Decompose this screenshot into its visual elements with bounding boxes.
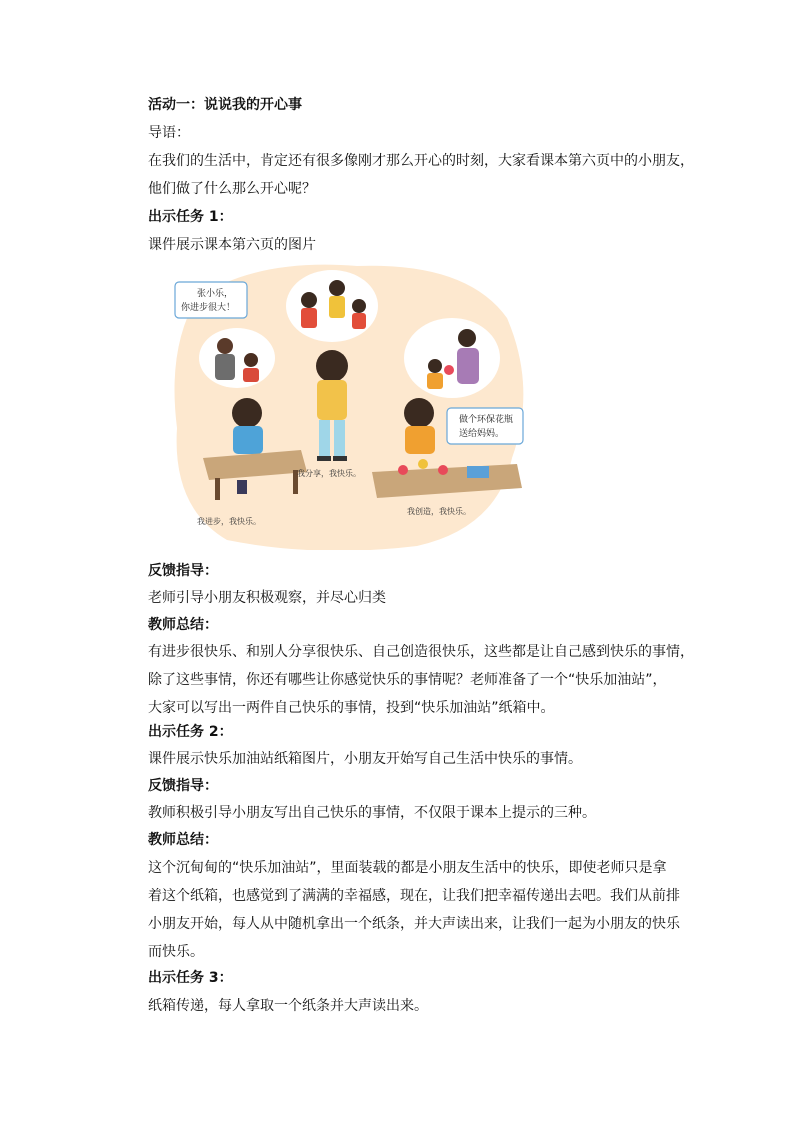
summary2-line2: 着这个纸箱，也感觉到了满满的幸福感，现在，让我们把幸福传递出去吧。我们从前排 xyxy=(148,888,680,904)
feedback2-label: 反馈指导： xyxy=(148,778,218,794)
boy-at-desk-figure xyxy=(232,398,262,428)
summary1-line3: 大家可以写出一两件自己快乐的事情，投到“快乐加油站”纸箱中。 xyxy=(148,700,555,716)
bubble-right-line1: 做个环保花瓶 xyxy=(459,415,514,425)
summary1-line2: 除了这些事情，你还有哪些让你感觉快乐的事情呢？老师准备了一个“快乐加油站”， xyxy=(148,672,667,688)
caption-right: 我创造，我快乐。 xyxy=(407,507,471,516)
textbook-illustration xyxy=(167,258,529,550)
task1-content: 课件展示课本第六页的图片 xyxy=(148,237,316,253)
thought-bubble-teacher xyxy=(199,328,275,388)
task3-content: 纸箱传递，每人拿取一个纸条并大声读出来。 xyxy=(148,998,428,1014)
intro-line-2: 他们做了什么那么开心呢？ xyxy=(148,181,316,197)
task1-label: 出示任务 1： xyxy=(148,209,233,225)
intro-label: 导语： xyxy=(148,125,190,141)
bubble-right-line2: 送给妈妈。 xyxy=(459,429,505,439)
summary1-label: 教师总结： xyxy=(148,617,218,633)
summary2-line4: 而快乐。 xyxy=(148,944,204,960)
intro-line-1: 在我们的生活中，肯定还有很多像刚才那么开心的时刻，大家看课本第六页中的小朋友， xyxy=(148,153,694,169)
feedback2-content: 教师积极引导小朋友写出自己快乐的事情，不仅限于课本上提示的三种。 xyxy=(148,805,596,821)
task2-label: 出示任务 2： xyxy=(148,724,233,740)
boy-standing-figure xyxy=(316,350,348,382)
feedback1-label: 反馈指导： xyxy=(148,563,218,579)
task2-content: 课件展示快乐加油站纸箱图片，小朋友开始写自己生活中快乐的事情。 xyxy=(148,751,582,767)
girl-crafting-figure xyxy=(404,398,434,428)
bubble-left-line1: 张小乐， xyxy=(197,289,234,299)
bubble-left-line2: 你进步很大！ xyxy=(181,303,236,313)
summary2-line1: 这个沉甸甸的“快乐加油站”，里面装载的都是小朋友生活中的快乐，即使老师只是拿 xyxy=(148,860,667,876)
task3-label: 出示任务 3： xyxy=(148,970,233,986)
activity-title: 活动一：说说我的开心事 xyxy=(148,97,302,113)
summary2-label: 教师总结： xyxy=(148,832,218,848)
summary1-line1: 有进步很快乐、和别人分享很快乐、自己创造很快乐，这些都是让自己感到快乐的事情， xyxy=(148,644,694,660)
thought-bubble-mother xyxy=(404,318,500,398)
caption-left: 我进步，我快乐。 xyxy=(197,517,261,526)
feedback1-content: 老师引导小朋友积极观察，并尽心归类 xyxy=(148,590,386,606)
caption-middle: 我分享，我快乐。 xyxy=(297,469,361,478)
summary2-line3: 小朋友开始，每人从中随机拿出一个纸条，并大声读出来，让我们一起为小朋友的快乐 xyxy=(148,916,680,932)
